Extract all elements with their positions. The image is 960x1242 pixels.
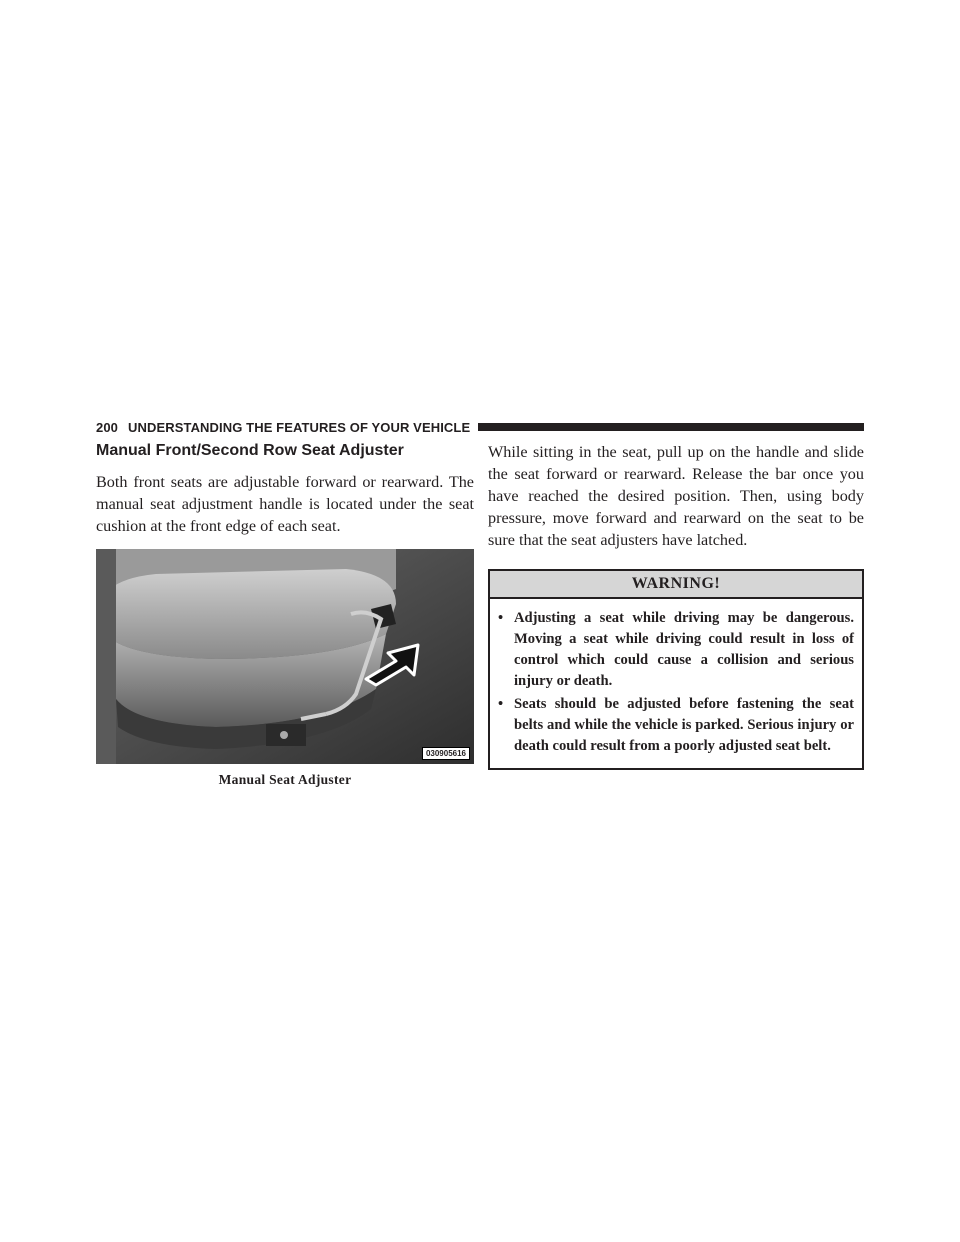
left-column [96,441,474,788]
warning-list [490,599,862,768]
warning-title: WARNING! [490,571,862,599]
page-number: 200 [96,419,118,435]
page-header [96,419,864,435]
seat-photo-illustration [96,549,474,764]
instruction-paragraph: While sitting in the seat, pull up on the handle and slide the seat forward or rearward. Release the bar once you have reached the desired position. Then, using body pressure, move forward and rearward on the seat to be sure that the seat adjusters have latched. [488,443,864,549]
warning-item-text: Adjusting a seat while driving may be dangerous. Moving a seat while driving could result in loss of control which could cause a collision and serious injury or death. [514,610,854,689]
intro-paragraph: Both front seats are adjustable forward or rearward. The manual seat adjustment handle is located under the seat cushion at the front edge of each seat. [96,473,474,535]
warning-item [498,608,854,692]
section-title: UNDERSTANDING THE FEATURES OF YOUR VEHICLE [128,419,471,435]
figure-id-label: 030905616 [422,747,470,760]
figure-caption: Manual Seat Adjuster [218,772,352,787]
warning-item-text: Seats should be adjusted before fastening the seat belts and while the vehicle is parked. Serious injury or death could result from a poorly adjusted seat belt. [514,696,854,754]
bullet-icon: • [498,610,504,626]
section-heading: Manual Front/Second Row Seat Adjuster [96,442,404,459]
header-rule [478,423,864,431]
right-column [488,441,864,770]
bullet-icon: • [498,696,504,712]
seat-adjuster-photo [96,549,474,764]
warning-box [488,569,864,770]
warning-item [498,694,854,757]
